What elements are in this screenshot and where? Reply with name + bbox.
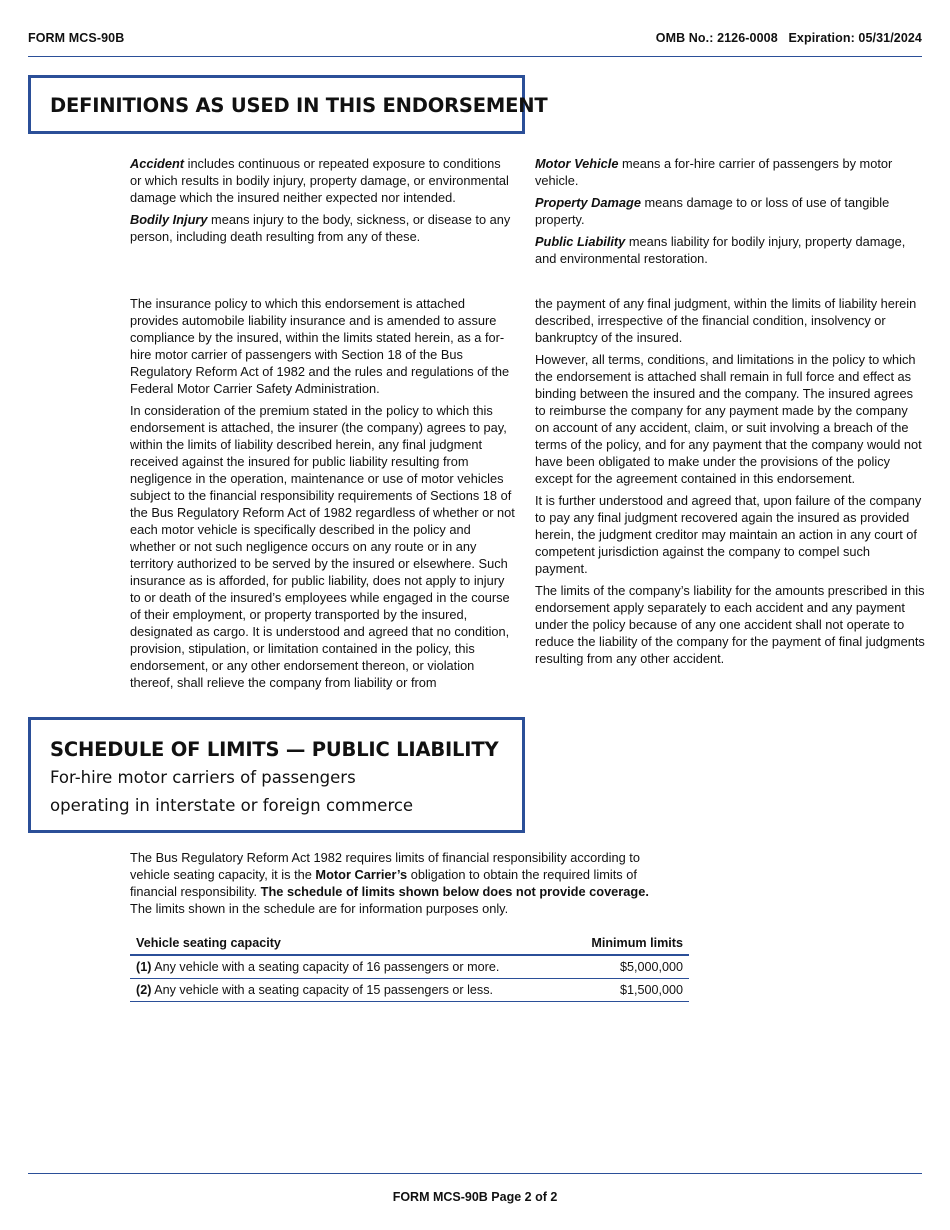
body-paragraph: It is further understood and agreed that, upon failure of the company to pay any final judgment recovered again the insured as provided herein, the judgment creditor may maintain an action in any court of competent jurisdiction against the company to compel such payment. xyxy=(535,493,922,576)
row-number: (2) xyxy=(136,983,152,997)
form-id: FORM MCS-90B xyxy=(28,31,125,45)
page-footer: FORM MCS-90B Page 2 of 2 xyxy=(392,1190,558,1204)
definitions-left-column xyxy=(130,155,515,250)
definition-public-liability xyxy=(535,233,925,267)
limits-table xyxy=(130,934,689,1002)
body-paragraph: In consideration of the premium stated in the policy to which this endorsement is attached, the insurer (the company) agrees to pay, within the limits of liability described herein, any final judgment received against the insured for public liability resulting from negligence in the operation, maintenance or use of motor vehicles subject to the financial responsibility requirements of Sections 18 of the Bus Regulatory Reform Act of 1982 regardless of whether or not each motor vehicle is specifically described in the policy and whether or not such negligence occurs on any route or in any territory authorized to be served by the insured or elsewhere. Such insurance as is afforded, for public liability, does not apply to injury to or death of the insured’s employees while engaged in the course of their employment, or property transported by the insured, designated as cargo. It is understood and agreed that no condition, provision, stipulation, or limitation contained in the policy, this endorsement, or any other endorsement thereon, or violation thereof, shall relieve the company from liability or from xyxy=(130,403,515,690)
schedule-subtitle-line2: operating in interstate or foreign commerce xyxy=(50,796,414,815)
body-paragraph: However, all terms, conditions, and limitations in the policy to which the endorsement is attached shall remain in full force and effect as binding between the insured and the company. The insured agrees to reimburse the company for any payment made by the company on account of any accident, claim, or suit involving a breach of the terms of the policy, and for any payment that the company would not have been obligated to make under the provisions of the policy except for the agreement contained in this endorsement. xyxy=(535,352,922,486)
capacity-cell xyxy=(130,979,568,1002)
term-label: Bodily Injury xyxy=(130,212,208,227)
table-header-row xyxy=(130,934,689,955)
intro-text: The limits shown in the schedule are for information purposes only. xyxy=(130,901,509,916)
term-label: Accident xyxy=(130,156,185,171)
definition-property-damage xyxy=(535,194,925,228)
omb-number: OMB No.: 2126-0008 xyxy=(655,31,778,45)
column-header-limits: Minimum limits xyxy=(568,934,689,955)
table-row xyxy=(130,979,689,1002)
row-number: (1) xyxy=(136,960,152,974)
capacity-cell xyxy=(130,955,568,979)
term-text: means injury to the body, sickness, or disease to any person, including death resulting from any of these. xyxy=(130,212,511,244)
definitions-title-box xyxy=(28,75,548,134)
term-text: means a for-hire carrier of passengers by motor vehicle. xyxy=(535,156,893,188)
term-label: Public Liability xyxy=(535,234,626,249)
limit-cell: $5,000,000 xyxy=(568,955,689,979)
column-header-capacity: Vehicle seating capacity xyxy=(130,934,568,955)
schedule-title-box xyxy=(28,717,525,833)
intro-text: The Bus Regulatory Reform Act 1982 requires limits of financial responsibility according to vehicle seating capacity, it is the xyxy=(130,850,640,882)
omb-info xyxy=(656,31,922,45)
definitions-right-column xyxy=(535,155,925,272)
body-left-column xyxy=(130,295,515,696)
definitions-title: DEFINITIONS AS USED IN THIS ENDORSEMENT xyxy=(50,94,548,117)
body-right-column xyxy=(535,295,925,672)
intro-bold-no-coverage: The schedule of limits shown below does not provide coverage. xyxy=(260,884,649,899)
term-label: Property Damage xyxy=(535,195,641,210)
header-rule xyxy=(28,56,922,57)
body-paragraph: the payment of any final judgment, within the limits of liability herein described, irrespective of the financial condition, insolvency or bankruptcy of the insured. xyxy=(535,296,917,345)
definition-motor-vehicle xyxy=(535,155,925,189)
definition-accident xyxy=(130,155,515,206)
definition-bodily-injury xyxy=(130,211,515,245)
limit-cell: $1,500,000 xyxy=(568,979,689,1002)
intro-bold-motor-carrier: Motor Carrier’s xyxy=(315,867,408,882)
term-text: means damage to or loss of use of tangible property. xyxy=(535,195,890,227)
schedule-intro xyxy=(130,849,665,917)
expiration-date: Expiration: 05/31/2024 xyxy=(788,31,922,45)
row-description: Any vehicle with a seating capacity of 15 passengers or less. xyxy=(151,983,494,997)
schedule-title: SCHEDULE OF LIMITS — PUBLIC LIABILITY xyxy=(50,738,499,761)
body-paragraph: The insurance policy to which this endorsement is attached provides automobile liability insurance and is amended to assure compliance by the insured, within the limits stated herein, as a for-hire motor carrier of passengers with Section 18 of the Bus Regulatory Reform Act of 1982 and the rules and regulations of the Federal Motor Carrier Safety Administration. xyxy=(130,296,510,396)
footer-rule xyxy=(28,1173,922,1174)
table-row xyxy=(130,955,689,979)
term-text: includes continuous or repeated exposure to conditions or which results in bodily injury, property damage, or environmental damage which the insured neither expected nor intended. xyxy=(130,156,509,205)
schedule-subtitle-line1: For-hire motor carriers of passengers xyxy=(50,768,356,787)
term-text: means liability for bodily injury, property damage, and environmental restoration. xyxy=(535,234,906,266)
intro-text: obligation to obtain the required limits of financial responsibility. xyxy=(130,867,637,899)
row-description: Any vehicle with a seating capacity of 16 passengers or more. xyxy=(151,960,500,974)
body-paragraph: The limits of the company’s liability for the amounts prescribed in this endorsement apply separately to each accident and any payment under the policy because of any one accident shall not operate to reduce the liability of the company for the payment of final judgments resulting from any other accident. xyxy=(535,583,925,666)
term-label: Motor Vehicle xyxy=(535,156,619,171)
